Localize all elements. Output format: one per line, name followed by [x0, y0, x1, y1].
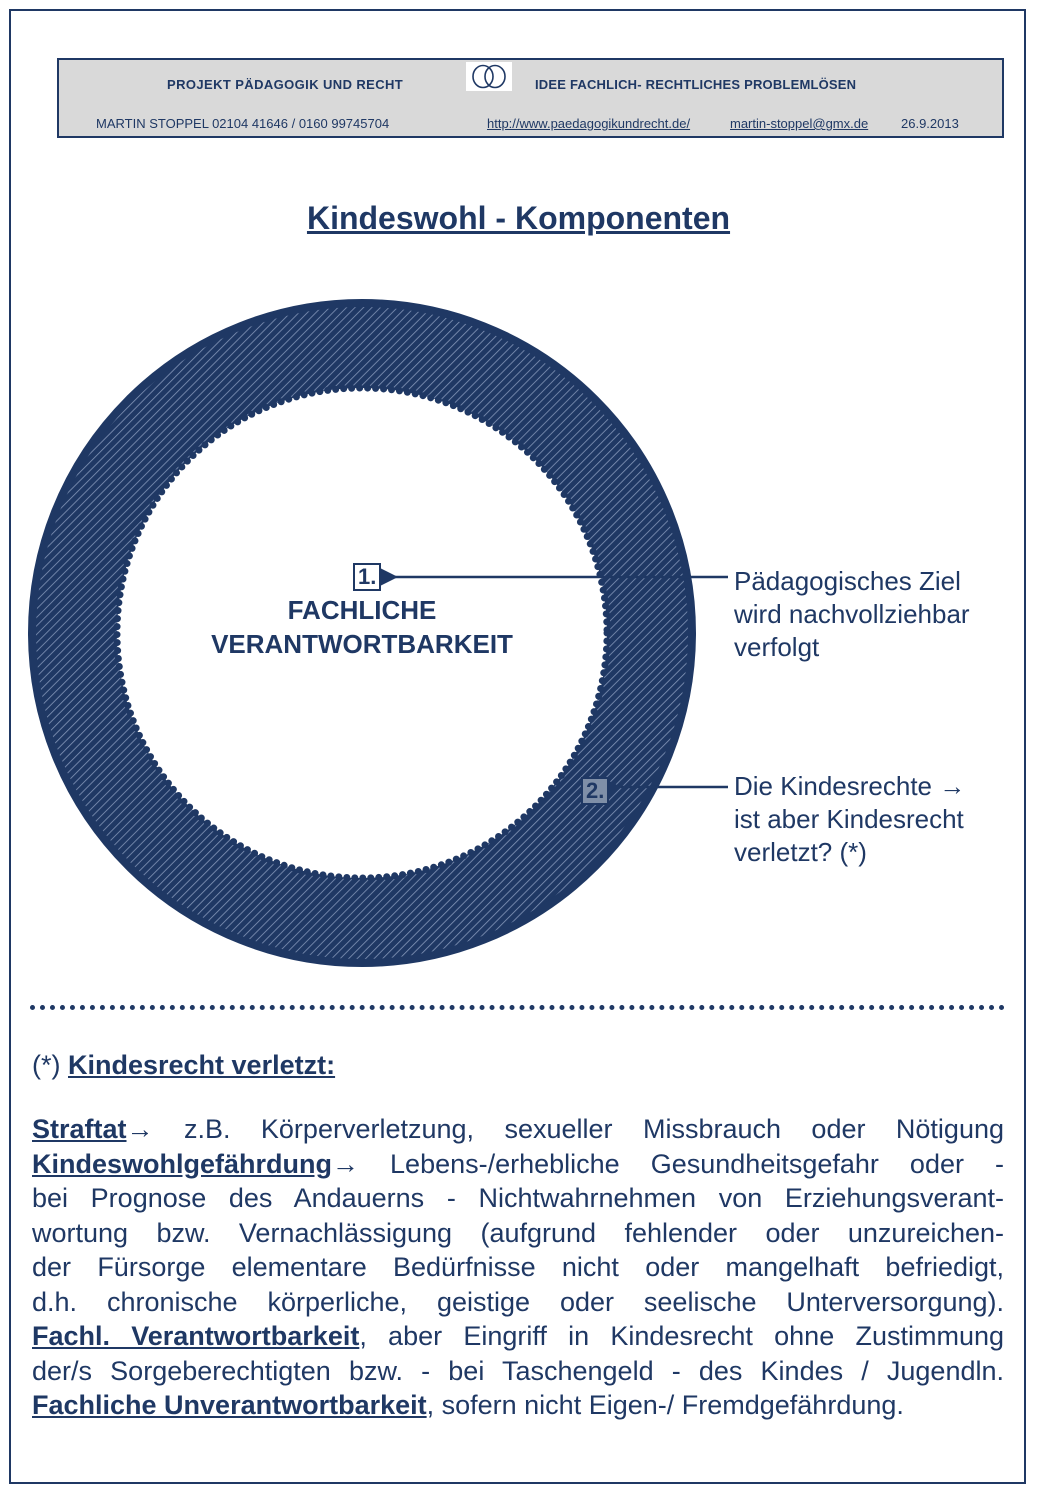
label-number-2: 2. [581, 777, 609, 805]
definition-line: wortung bzw. Vernachlässigung (aufgrund fehlender oder unzureichen- [32, 1217, 1004, 1248]
section-divider [30, 1005, 1005, 1010]
website-link[interactable]: http://www.paedagogikundrecht.de/ [487, 116, 691, 131]
definition-line: d.h. chronische körperliche, geistige oder seelische Unterversorgung). [32, 1286, 1004, 1317]
note-paedagogisches-ziel: Pädagogisches Ziel wird nachvollziehbar verfolgt [734, 566, 970, 662]
page-title: Kindeswohl - Komponenten [306, 200, 731, 236]
project-name: PROJEKT PÄDAGOGIK UND RECHT [167, 77, 404, 92]
definition-line: Fachl. Verantwortbarkeit, aber Eingriff in Kindesrecht ohne Zustimmung [32, 1321, 1004, 1351]
inner-label-line1: FACHLICHE [287, 595, 437, 625]
label-number-1: 1. [353, 563, 381, 591]
definition-line: bei Prognose des Andauerns - Nichtwahrnehmen von Erziehungsverant- [32, 1183, 1004, 1213]
note-heading: (*) Kindesrecht verletzt: [32, 1050, 336, 1080]
inner-label-line2: VERANTWORTBARKEIT [211, 629, 513, 659]
document-date: 26.9.2013 [901, 116, 959, 131]
definition-line: der Fürsorge elementare Bedürfnisse nicht oder mangelhaft befriedigt, [32, 1252, 1004, 1282]
project-logo [466, 62, 512, 91]
header-banner [57, 58, 1004, 138]
author-contact: MARTIN STOPPEL 02104 41646 / 0160 99745704 [96, 116, 390, 131]
definition-line: Kindeswohlgefährdung→ Lebens-/erhebliche Gesundheitsgefahr oder - [32, 1148, 1004, 1179]
note-kindesrechte: Die Kindesrechte → ist aber Kindesrecht verletzt? (*) [734, 771, 966, 867]
definitions-paragraph [32, 1112, 1004, 1423]
email-link[interactable]: martin-stoppel@gmx.de [730, 116, 869, 131]
definition-line: der/s Sorgeberechtigten bzw. - bei Taschengeld - des Kindes / Jugendln. [32, 1355, 1004, 1386]
definition-line: Straftat→ z.B. Körperverletzung, sexueller Missbrauch oder Nötigung [32, 1114, 1004, 1144]
definition-line: Fachliche Unverantwortbarkeit, sofern nicht Eigen-/ Fremdgefährdung. [32, 1390, 904, 1420]
project-idea: IDEE FACHLICH- RECHTLICHES PROBLEMLÖSEN [535, 77, 857, 92]
